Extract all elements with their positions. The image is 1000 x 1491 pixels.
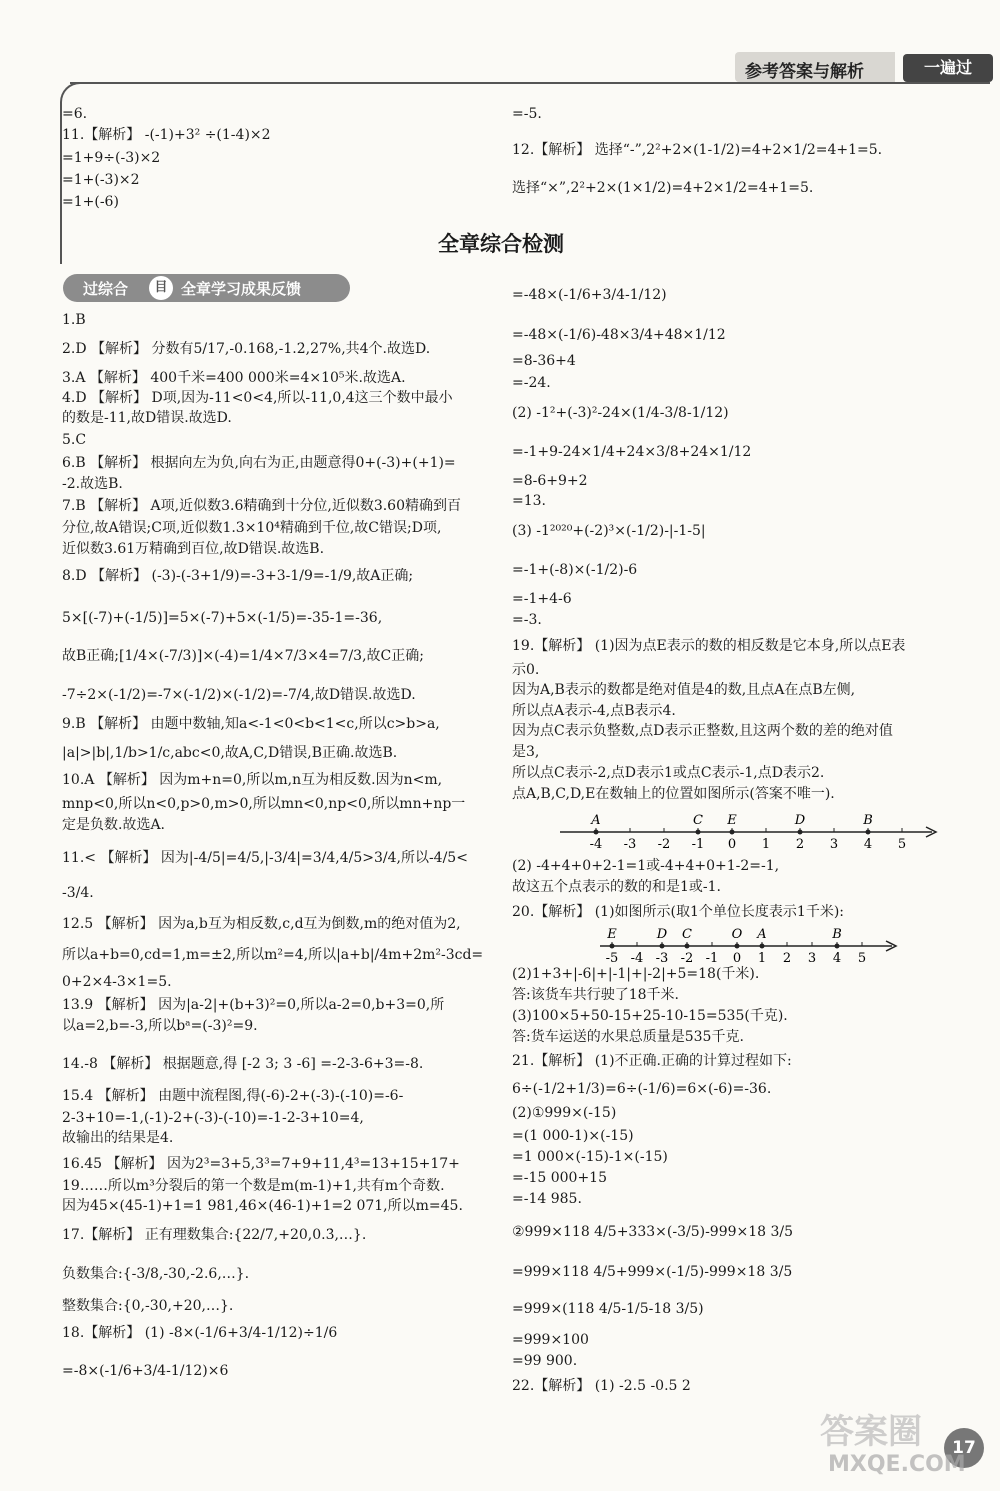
point-marker [730,830,735,835]
right-line: 20.【解析】 (1)如图所示(取1个单位长度表示1千米): [512,904,844,920]
tick-label: -2 [680,951,694,966]
left-line: =1+(-6) [62,194,119,210]
tick-label: 1 [757,951,767,966]
right-line: 19.【解析】 (1)因为点E表示的数的相反数是它本身,所以点E表 [512,638,906,654]
point-marker [835,944,840,949]
banner-left: 过综合 [83,280,129,298]
left-line: -3/4. [62,885,94,901]
left-line: 18.【解析】 (1) -8×(-1/6+3/4-1/12)÷1/6 [62,1325,338,1341]
tick-label: 2 [795,837,805,852]
left-line: 7.B 【解析】 A项,近似数3.6精确到十分位,近似数3.60精确到百 [62,498,461,514]
point-marker [685,944,690,949]
right-line: =-24. [512,375,551,391]
tick-label: -4 [589,837,603,852]
point-label: B [863,813,873,828]
tick-label: 3 [829,837,839,852]
left-line: =1+9÷(-3)×2 [62,150,161,166]
right-line: 21.【解析】 (1)不正确.正确的计算过程如下: [512,1053,792,1069]
right-line: =-15 000+15 [512,1170,607,1186]
right-line: =-3. [512,612,542,628]
point-label: O [731,927,743,942]
point-label: A [591,813,601,828]
right-line: 22.【解析】 (1) -2.5 -0.5 2 [512,1378,691,1394]
left-line: 13.9 【解析】 因为|a-2|+(b+3)²=0,所以a-2=0,b+3=0,所 [62,997,445,1013]
point-label: D [656,927,668,942]
left-column [62,0,502,1491]
tick-label: -3 [623,837,637,852]
right-line: =8-6+9+2 [512,473,588,489]
right-column [512,0,992,1491]
right-line: 选择“×”,2²+2×(1×1/2)=4+2×1/2=4+1=5. [512,180,814,196]
right-line: 答:货车运送的水果总质量是535千克. [512,1029,744,1045]
tick-label: -1 [691,837,705,852]
watermark-url: MXQE.COM [828,1452,966,1477]
tick-label: -1 [705,951,719,966]
right-line: 答:该货车共行驶了18千米. [512,987,679,1003]
left-line: =6. [62,106,88,122]
brand-logo: 一遍过 [903,54,993,82]
tick-label: 4 [863,837,873,852]
right-line: 6÷(-1/2+1/3)=6÷(-1/6)=6×(-6)=-36. [512,1081,772,1097]
tick-label: 4 [832,951,842,966]
left-line: 分位,故A错误;C项,近似数1.3×10⁴精确到千位,故C错误;D项, [62,520,442,536]
left-line: 11.【解析】 -(-1)+3² ÷(1-4)×2 [62,127,271,143]
right-line: 故这五个点表示的数的和是1或-1. [512,879,721,895]
point-marker [610,944,615,949]
right-line: =13. [512,493,546,509]
right-line: 因为A,B表示的数都是绝对值是4的数,且点A在点B左侧, [512,682,856,698]
tick-label: -3 [655,951,669,966]
left-line: 以a=2,b=-3,所以bᵃ=(-3)²=9. [62,1018,258,1034]
left-line: 5×[(-7)+(-1/5)]=5×(-7)+5×(-1/5)=-35-1=-36, [62,610,383,626]
point-marker [735,944,740,949]
tick-label: -5 [605,951,619,966]
right-line: =(1 000-1)×(-15) [512,1128,634,1144]
left-line: 1.B [62,312,86,328]
right-line: 示0. [512,662,540,678]
tick-label: 0 [727,837,737,852]
right-line: =-14 985. [512,1191,582,1207]
point-marker [866,830,871,835]
right-line: =1 000×(-15)-1×(-15) [512,1149,668,1165]
header-title: 参考答案与解析 [745,62,864,82]
right-line: 所以点A表示-4,点B表示4. [512,703,676,719]
tick-label: 0 [732,951,742,966]
right-line: =999×118 4/5+999×(-1/5)-999×18 3/5 [512,1264,793,1280]
left-line: 4.D 【解析】 D项,因为-11<0<4,所以-11,0,4这三个数中最小 [62,390,453,406]
right-line: 12.【解析】 选择“-”,2²+2×(1-1/2)=4+2×1/2=4+1=5. [512,142,883,158]
watermark: 答案圈 [820,1412,922,1452]
left-line: 0+2×4-3×1=5. [62,974,172,990]
list-icon: 目 [149,276,173,300]
point-marker [760,944,765,949]
left-line: 12.5 【解析】 因为a,b互为相反数,c,d互为倒数,m的绝对值为2, [62,916,461,932]
left-line: 故B正确;[1/4×(-7/3)]×(-4)=1/4×7/3×4=7/3,故C正确; [62,648,424,664]
left-line: 16.45 【解析】 因为2³=3+5,3³=7+9+11,4³=13+15+17+ [62,1156,460,1172]
point-label: E [727,813,737,828]
left-line: 3.A 【解析】 400千米=400 000米=4×10⁵米.故选A. [62,370,406,386]
tick-label: 2 [782,951,792,966]
right-line: =-1+(-8)×(-1/2)-6 [512,562,638,578]
section-title: 全章综合检测 [438,232,564,256]
banner-right: 全章学习成果反馈 [181,280,302,298]
point-label: C [682,927,692,942]
left-line: 10.A 【解析】 因为m+n=0,所以m,n互为相反数.因为n<m, [62,772,443,788]
point-label: C [693,813,703,828]
right-line: 是3, [512,744,540,760]
left-line: 负数集合:{-3/8,-30,-2.6,…}. [62,1266,250,1282]
tick-label: 3 [807,951,817,966]
left-line: -7÷2×(-1/2)=-7×(-1/2)×(-1/2)=-7/4,故D错误.故选D. [62,687,416,703]
right-line: ②999×118 4/5+333×(-3/5)-999×18 3/5 [512,1224,794,1240]
right-line: (2)1+3+|-6|+|-1|+|-2|+5=18(千米). [512,966,760,982]
right-line: =-5. [512,106,542,122]
right-line: =-1+9-24×1/4+24×3/8+24×1/12 [512,444,752,460]
right-line: 因为点C表示负整数,点D表示正整数,且这两个数的差的绝对值 [512,723,893,739]
left-line: 15.4 【解析】 由题中流程图,得(-6)-2+(-3)-(-10)=-6- [62,1088,404,1104]
right-line: 点A,B,C,D,E在数轴上的位置如图所示(答案不唯一). [512,786,835,802]
right-line: 所以点C表示-2,点D表示1或点C表示-1,点D表示2. [512,765,825,781]
left-line: 14.-8 【解析】 根据题意,得 [-2 3; 3 -6] =-2-3-6+3=-8. [62,1056,424,1072]
left-line: -2.故选B. [62,476,123,492]
left-line: 6.B 【解析】 根据向左为负,向右为正,由题意得0+(-3)+(+1)= [62,455,456,471]
left-line: 2.D 【解析】 分数有5/17,-0.168,-1.2̇,27%,共4个.故选D. [62,341,431,357]
left-line: 故输出的结果是4. [62,1130,174,1146]
page-number: 17 [944,1428,984,1468]
right-line: =999×100 [512,1332,589,1348]
left-line: 所以a+b=0,cd=1,m=±2,所以m²=4,所以|a+b|/4m+2m²-3cd= [62,947,484,963]
left-line: 整数集合:{0,-30,+20,…}. [62,1298,234,1314]
left-line: =1+(-3)×2 [62,172,140,188]
left-line: 5.C [62,432,87,448]
right-line: =999×(118 4/5-1/5-18 3/5) [512,1301,704,1317]
point-marker [696,830,701,835]
left-line: 因为45×(45-1)+1=1 981,46×(46-1)+1=2 071,所以m=45. [62,1198,463,1214]
number-line-19 [560,808,940,854]
left-line: |a|>|b|,1/b>1/c,abc<0,故A,C,D错误,B正确.故选B. [62,745,398,761]
right-line: =99 900. [512,1353,578,1369]
right-line: (3)100×5+50-15+25-10-15=535(千克). [512,1008,788,1024]
right-line: =-48×(-1/6+3/4-1/12) [512,287,667,303]
left-line: 近似数3.61万精确到百位,故D错误.故选B. [62,541,325,557]
point-marker [594,830,599,835]
right-line: (2) -1²+(-3)²-24×(1/4-3/8-1/12) [512,405,729,421]
left-line: 9.B 【解析】 由题中数轴,知a<-1<0<b<1<c,所以c>b>a, [62,716,440,732]
right-line: (2)①999×(-15) [512,1105,617,1121]
point-label: A [757,927,767,942]
tick-label: -2 [657,837,671,852]
tick-label: 5 [897,837,907,852]
point-marker [798,830,803,835]
left-line: =-8×(-1/6+3/4-1/12)×6 [62,1363,229,1379]
left-line: 19……所以m³分裂后的第一个数是m(m-1)+1,共有m个奇数. [62,1178,445,1194]
right-line: =-1+4-6 [512,591,572,607]
tick-label: 5 [857,951,867,966]
right-line: =8-36+4 [512,353,576,369]
left-line: 11.< 【解析】 因为|-4/5|=4/5,|-3/4|=3/4,4/5>3/4,所以-4/5< [62,850,468,866]
right-line: =-48×(-1/6)-48×3/4+48×1/12 [512,327,726,343]
left-line: 的数是-11,故D错误.故选D. [62,410,232,426]
tick-label: 1 [761,837,771,852]
left-line: mnp<0,所以n<0,p>0,m>0,所以mn<0,np<0,所以mn+np一 [62,796,466,812]
left-line: 17.【解析】 正有理数集合:{22/7,+20,0.3̇,…}. [62,1227,367,1243]
right-line: (2) -4+4+0+2-1=1或-4+4+0+1-2=-1, [512,858,780,874]
point-label: B [832,927,842,942]
point-marker [660,944,665,949]
point-label: D [794,813,806,828]
number-line-20 [600,922,900,968]
tick-label: -4 [630,951,644,966]
left-line: 定是负数.故选A. [62,817,166,833]
right-line: (3) -1²⁰²⁰+(-2)³×(-1/2)-|-1-5| [512,523,706,539]
left-line: 8.D 【解析】 (-3)-(-3+1/9)=-3+3-1/9=-1/9,故A正确; [62,568,414,584]
left-line: 2-3+10=-1,(-1)-2+(-3)-(-10)=-1-2-3+10=4, [62,1110,364,1126]
point-label: E [607,927,617,942]
